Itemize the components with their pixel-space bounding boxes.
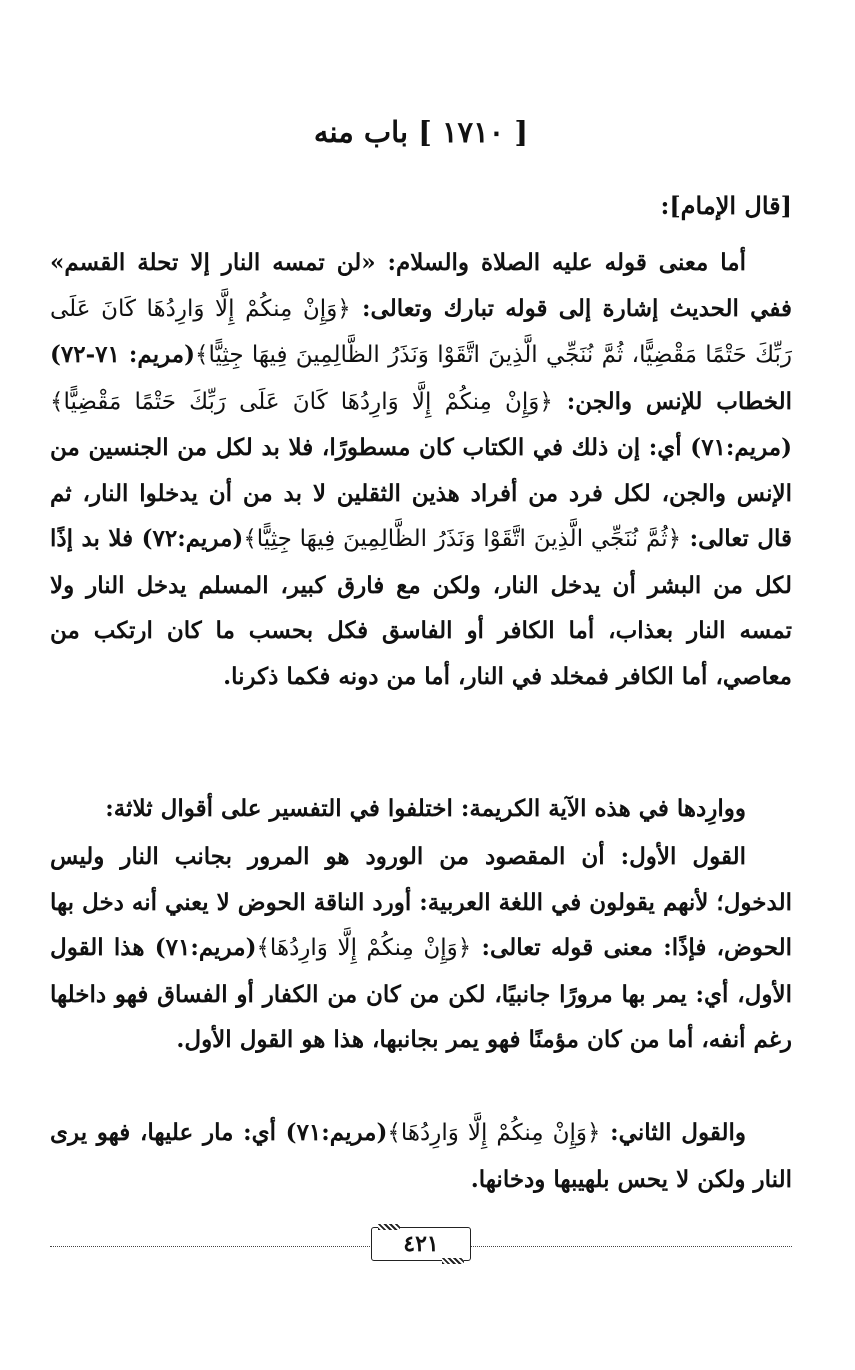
text-segment: والقول الثاني: bbox=[600, 1119, 746, 1146]
quran-verse: ﴿وَإِنْ مِنكُمْ إِلَّا وَارِدُهَا كَانَ عَلَى رَبِّكَ حَتْمًا مَقْضِيًّا، ثُمَّ نُنَجِّي الَّذِينَ اتَّقَوْا وَنَذَرُ الظَّالِمِينَ فِيهَا جِثِيًّا﴾ bbox=[50, 295, 792, 368]
quran-verse: ﴿وَإِنْ مِنكُمْ إِلَّا وَارِدُهَا﴾ bbox=[387, 1120, 601, 1146]
text-segment: (مريم:٧١) أي: مار عليها، فهو يرى النار ولكن لا يحس بلهيبها ودخانها. bbox=[50, 1119, 792, 1193]
text-segment: (مريم:٧٢) فلا بد إذًا لكل من البشر أن يدخل النار، ولكن مع فارق كبير، المسلم يدخل النار ولا تمسه النار بعذاب، أما الكافر أو الفاسق فكل بحسب ما كان ارتكب من معاصي، أما الكافر فمخلد في النار، أما من دونه فكما ذكرنا. bbox=[50, 525, 792, 690]
page-footer bbox=[50, 1225, 792, 1265]
text-segment: (مريم:٧١) أي: إن ذلك في الكتاب كان مسطورًا، فلا بد لكل من الجنسين من الإنس والجن، لكل فرد من أفراد هذين الثقلين لا بد من أن يدخلوا النار، ثم قال تعالى: bbox=[50, 434, 792, 552]
text-segment: أما معنى قوله عليه الصلاة والسلام: «لن تمسه النار إلا تحلة القسم» ففي الحديث إشارة إلى قوله تبارك وتعالى: bbox=[50, 249, 792, 322]
book-page bbox=[50, 0, 792, 1370]
section-label: [قال الإمام]: bbox=[660, 191, 792, 220]
text-segment: (مريم: ٧١-٧٢) الخطاب للإنس والجن: bbox=[50, 341, 792, 415]
page-number: ٤٢١ bbox=[403, 1231, 439, 1257]
quran-verse: ﴿وَإِنْ مِنكُمْ إِلَّا وَارِدُهَا كَانَ عَلَى رَبِّكَ حَتْمًا مَقْضِيًّا﴾ bbox=[50, 388, 553, 415]
text-segment: (مريم:٧١) هذا القول الأول، أي: يمر بها مرورًا جانبيًا، لكن من كان من الكفار أو الفساق فهو داخلها رغم أنفه، أما من كان مؤمنًا فهو يمر بجانبها، هذا هو القول الأول. bbox=[50, 934, 792, 1053]
quran-verse: ﴿ثُمَّ نُنَجِّي الَّذِينَ اتَّقَوْا وَنَذَرُ الظَّالِمِينَ فِيهَا جِثِيًّا﴾ bbox=[243, 526, 682, 552]
chapter-title: [ ١٧١٠ ] باب منه bbox=[313, 115, 529, 149]
paragraph-second-opinion bbox=[50, 1110, 792, 1202]
paragraph-first-opinion bbox=[50, 834, 792, 1063]
paragraph-three-opinions bbox=[50, 786, 792, 832]
quran-verse: ﴿وَإِنْ مِنكُمْ إِلَّا وَارِدُهَا﴾ bbox=[256, 935, 472, 961]
page-number-frame bbox=[371, 1227, 471, 1261]
paragraph-hadith-explanation bbox=[50, 240, 792, 699]
text-segment: ووارِدها في هذه الآية الكريمة: اختلفوا في التفسير على أقوال ثلاثة: bbox=[105, 795, 746, 822]
text-segment: القول الأول: أن المقصود من الورود هو المرور بجانب النار وليس الدخول؛ لأنهم يقولون في اللغة العربية: أورد الناقة الحوض لا يعني أنه دخل بها الحوض، فإذًا: معنى قوله تعالى: bbox=[50, 843, 792, 961]
